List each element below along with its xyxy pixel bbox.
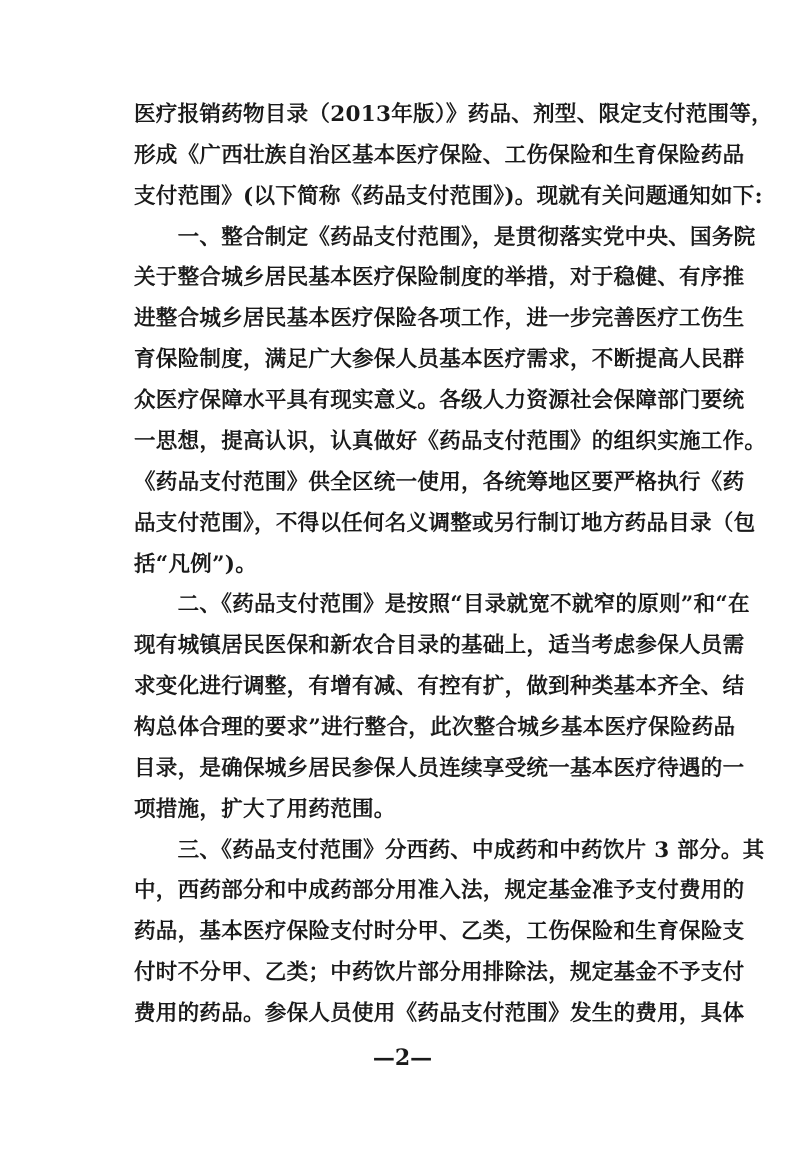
- text-line-10: 《药品支付范围》供全区统一使用，各统筹地区要严格执行《药: [134, 470, 745, 495]
- text-line-8: 众医疗保障水平具有现实意义。各级人力资源社会保障部门要统: [134, 388, 745, 413]
- text-line-20: 中，西药部分和中成药部分用准入法，规定基金准予支付费用的: [134, 878, 745, 903]
- text-line-3: 支付范围》(以下简称《药品支付范围》)。现就有关问题通知如下:: [134, 184, 763, 209]
- text-line-7: 育保险制度，满足广大参保人员基本医疗需求，不断提高人民群: [134, 347, 745, 372]
- text-line-5: 关于整合城乡居民基本医疗保险制度的举措，对于稳健、有序推: [134, 265, 745, 290]
- text-line-11: 品支付范围》，不得以任何名义调整或另行制订地方药品目录（包: [134, 511, 756, 536]
- text-line-6: 进整合城乡居民基本医疗保险各项工作，进一步完善医疗工伤生: [134, 306, 745, 331]
- text-line-22: 付时不分甲、乙类；中药饮片部分用排除法，规定基金不予支付: [134, 960, 745, 985]
- text-line-13: 二、《药品支付范围》是按照“目录就宽不就窄的原则”和“在: [134, 592, 750, 617]
- text-line-18: 项措施，扩大了用药范围。: [134, 797, 396, 822]
- text-line-19: 三、《药品支付范围》分西药、中成药和中药饮片 3 部分。其: [134, 838, 765, 863]
- text-line-16: 构总体合理的要求”进行整合，此次整合城乡基本医疗保险药品: [134, 715, 736, 740]
- page-number: —2—: [372, 1045, 433, 1071]
- text-line-4: 一、整合制定《药品支付范围》，是贯彻落实党中央、国务院: [134, 225, 756, 250]
- text-line-1: 医疗报销药物目录（2013年版）》药品、剂型、限定支付范围等，: [134, 102, 773, 127]
- text-line-21: 药品，基本医疗保险支付时分甲、乙类，工伤保险和生育保险支: [134, 919, 745, 944]
- text-line-23: 费用的药品。参保人员使用《药品支付范围》发生的费用，具体: [134, 1001, 745, 1026]
- text-line-14: 现有城镇居民医保和新农合目录的基础上，适当考虑参保人员需: [134, 633, 745, 658]
- text-line-12: 括“凡例”)。: [134, 552, 258, 577]
- text-line-2: 形成《广西壮族自治区基本医疗保险、工伤保险和生育保险药品: [134, 143, 745, 168]
- text-line-15: 求变化进行调整，有增有减、有控有扩，做到种类基本齐全、结: [134, 674, 745, 699]
- text-line-9: 一思想，提高认识，认真做好《药品支付范围》的组织实施工作。: [134, 429, 767, 454]
- text-line-17: 目录，是确保城乡居民参保人员连续享受统一基本医疗待遇的一: [134, 756, 745, 781]
